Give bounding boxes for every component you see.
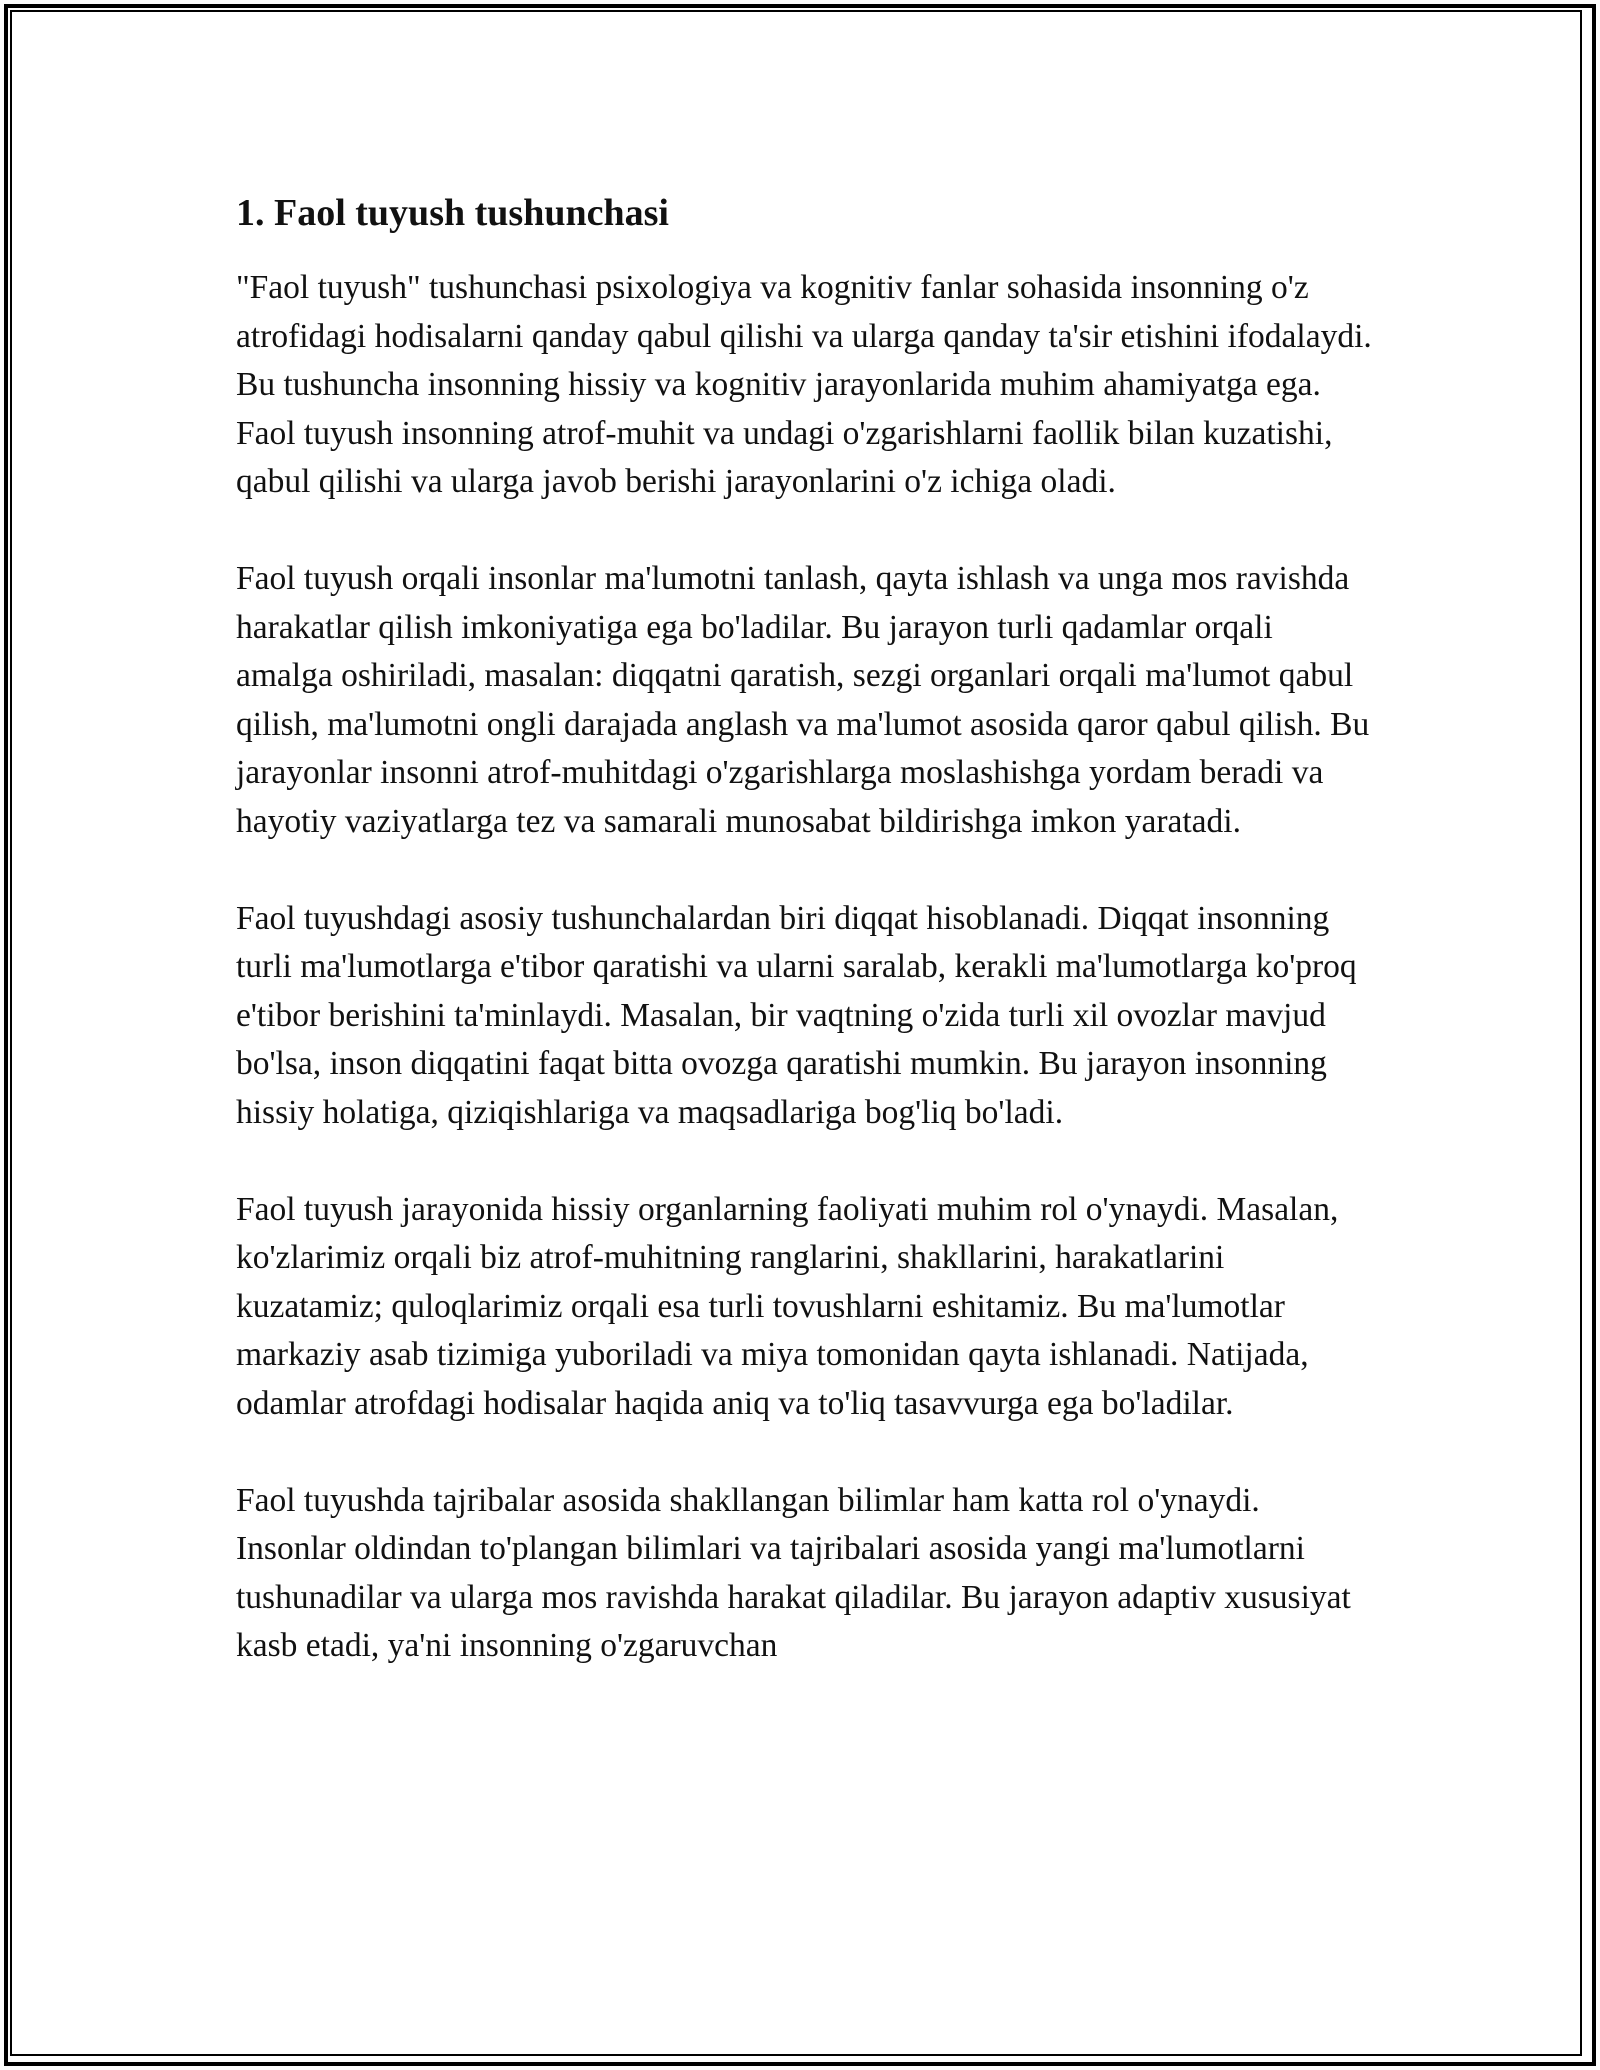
section-heading: 1. Faol tuyush tushunchasi xyxy=(236,192,669,234)
document-body xyxy=(236,186,1376,1671)
paragraph-1: "Faol tuyush" tushunchasi psixologiya va kognitiv fanlar sohasida insonning o'z atrofidagi hodisalarni qanday qabul qilishi va ularga qanday ta'sir etishini ifodalaydi. Bu tushuncha insonning hissiy va kognitiv jarayonlarida muhim ahamiyatga ega. Faol tuyush insonning atrof-muhit va undagi o'zgarishlarni faollik bilan kuzatishi, qabul qilishi va ularga javob berishi jarayonlarini o'z ichiga oladi. xyxy=(236,269,1372,500)
paragraph-5: Faol tuyushda tajribalar asosida shakllangan bilimlar ham katta rol o'ynaydi. Insonlar oldindan to'plangan bilimlari va tajribalari asosida yangi ma'lumotlarni tushunadilar va ularga mos ravishda harakat qiladilar. Bu jarayon adaptiv xususiyat kasb etadi, ya'ni insonning o'zgaruvchan xyxy=(236,1481,1351,1664)
paragraph-3: Faol tuyushdagi asosiy tushunchalardan biri diqqat hisoblanadi. Diqqat insonning turli ma'lumotlarga e'tibor qaratishi va ularni saralab, kerakli ma'lumotlarga ko'proq e'tibor berishini ta'minlaydi. Masalan, bir vaqtning o'zida turli xil ovozlar mavjud bo'lsa, inson diqqatini faqat bitta ovozga qaratishi mumkin. Bu jarayon insonning hissiy holatiga, qiziqishlariga va maqsadlariga bog'liq bo'ladi. xyxy=(236,899,1357,1131)
paragraph-2: Faol tuyush orqali insonlar ma'lumotni tanlash, qayta ishlash va unga mos ravishda harakatlar qilish imkoniyatiga ega bo'ladilar. Bu jarayon turli qadamlar orqali amalga oshiriladi, masalan: diqqatni qaratish, sezgi organlari orqali ma'lumot qabul qilish, ma'lumotni ongli darajada anglash va ma'lumot asosida qaror qabul qilish. Bu jarayonlar insonni atrof-muhitdagi o'zgarishlarga moslashishga yordam beradi va hayotiy vaziyatlarga tez va samarali munosabat bildirishga imkon yaratadi. xyxy=(236,560,1370,840)
paragraph-4: Faol tuyush jarayonida hissiy organlarning faoliyati muhim rol o'ynaydi. Masalan, ko'zlarimiz orqali biz atrof-muhitning ranglarini, shakllarini, harakatlarini kuzatamiz; quloqlarimiz orqali esa turli tovushlarni eshitamiz. Bu ma'lumotlar markaziy asab tizimiga yuboriladi va miya tomonidan qayta ishlanadi. Natijada, odamlar atrofdagi hodisalar haqida aniq va to'liq tasavvurga ega bo'ladilar. xyxy=(236,1190,1339,1422)
